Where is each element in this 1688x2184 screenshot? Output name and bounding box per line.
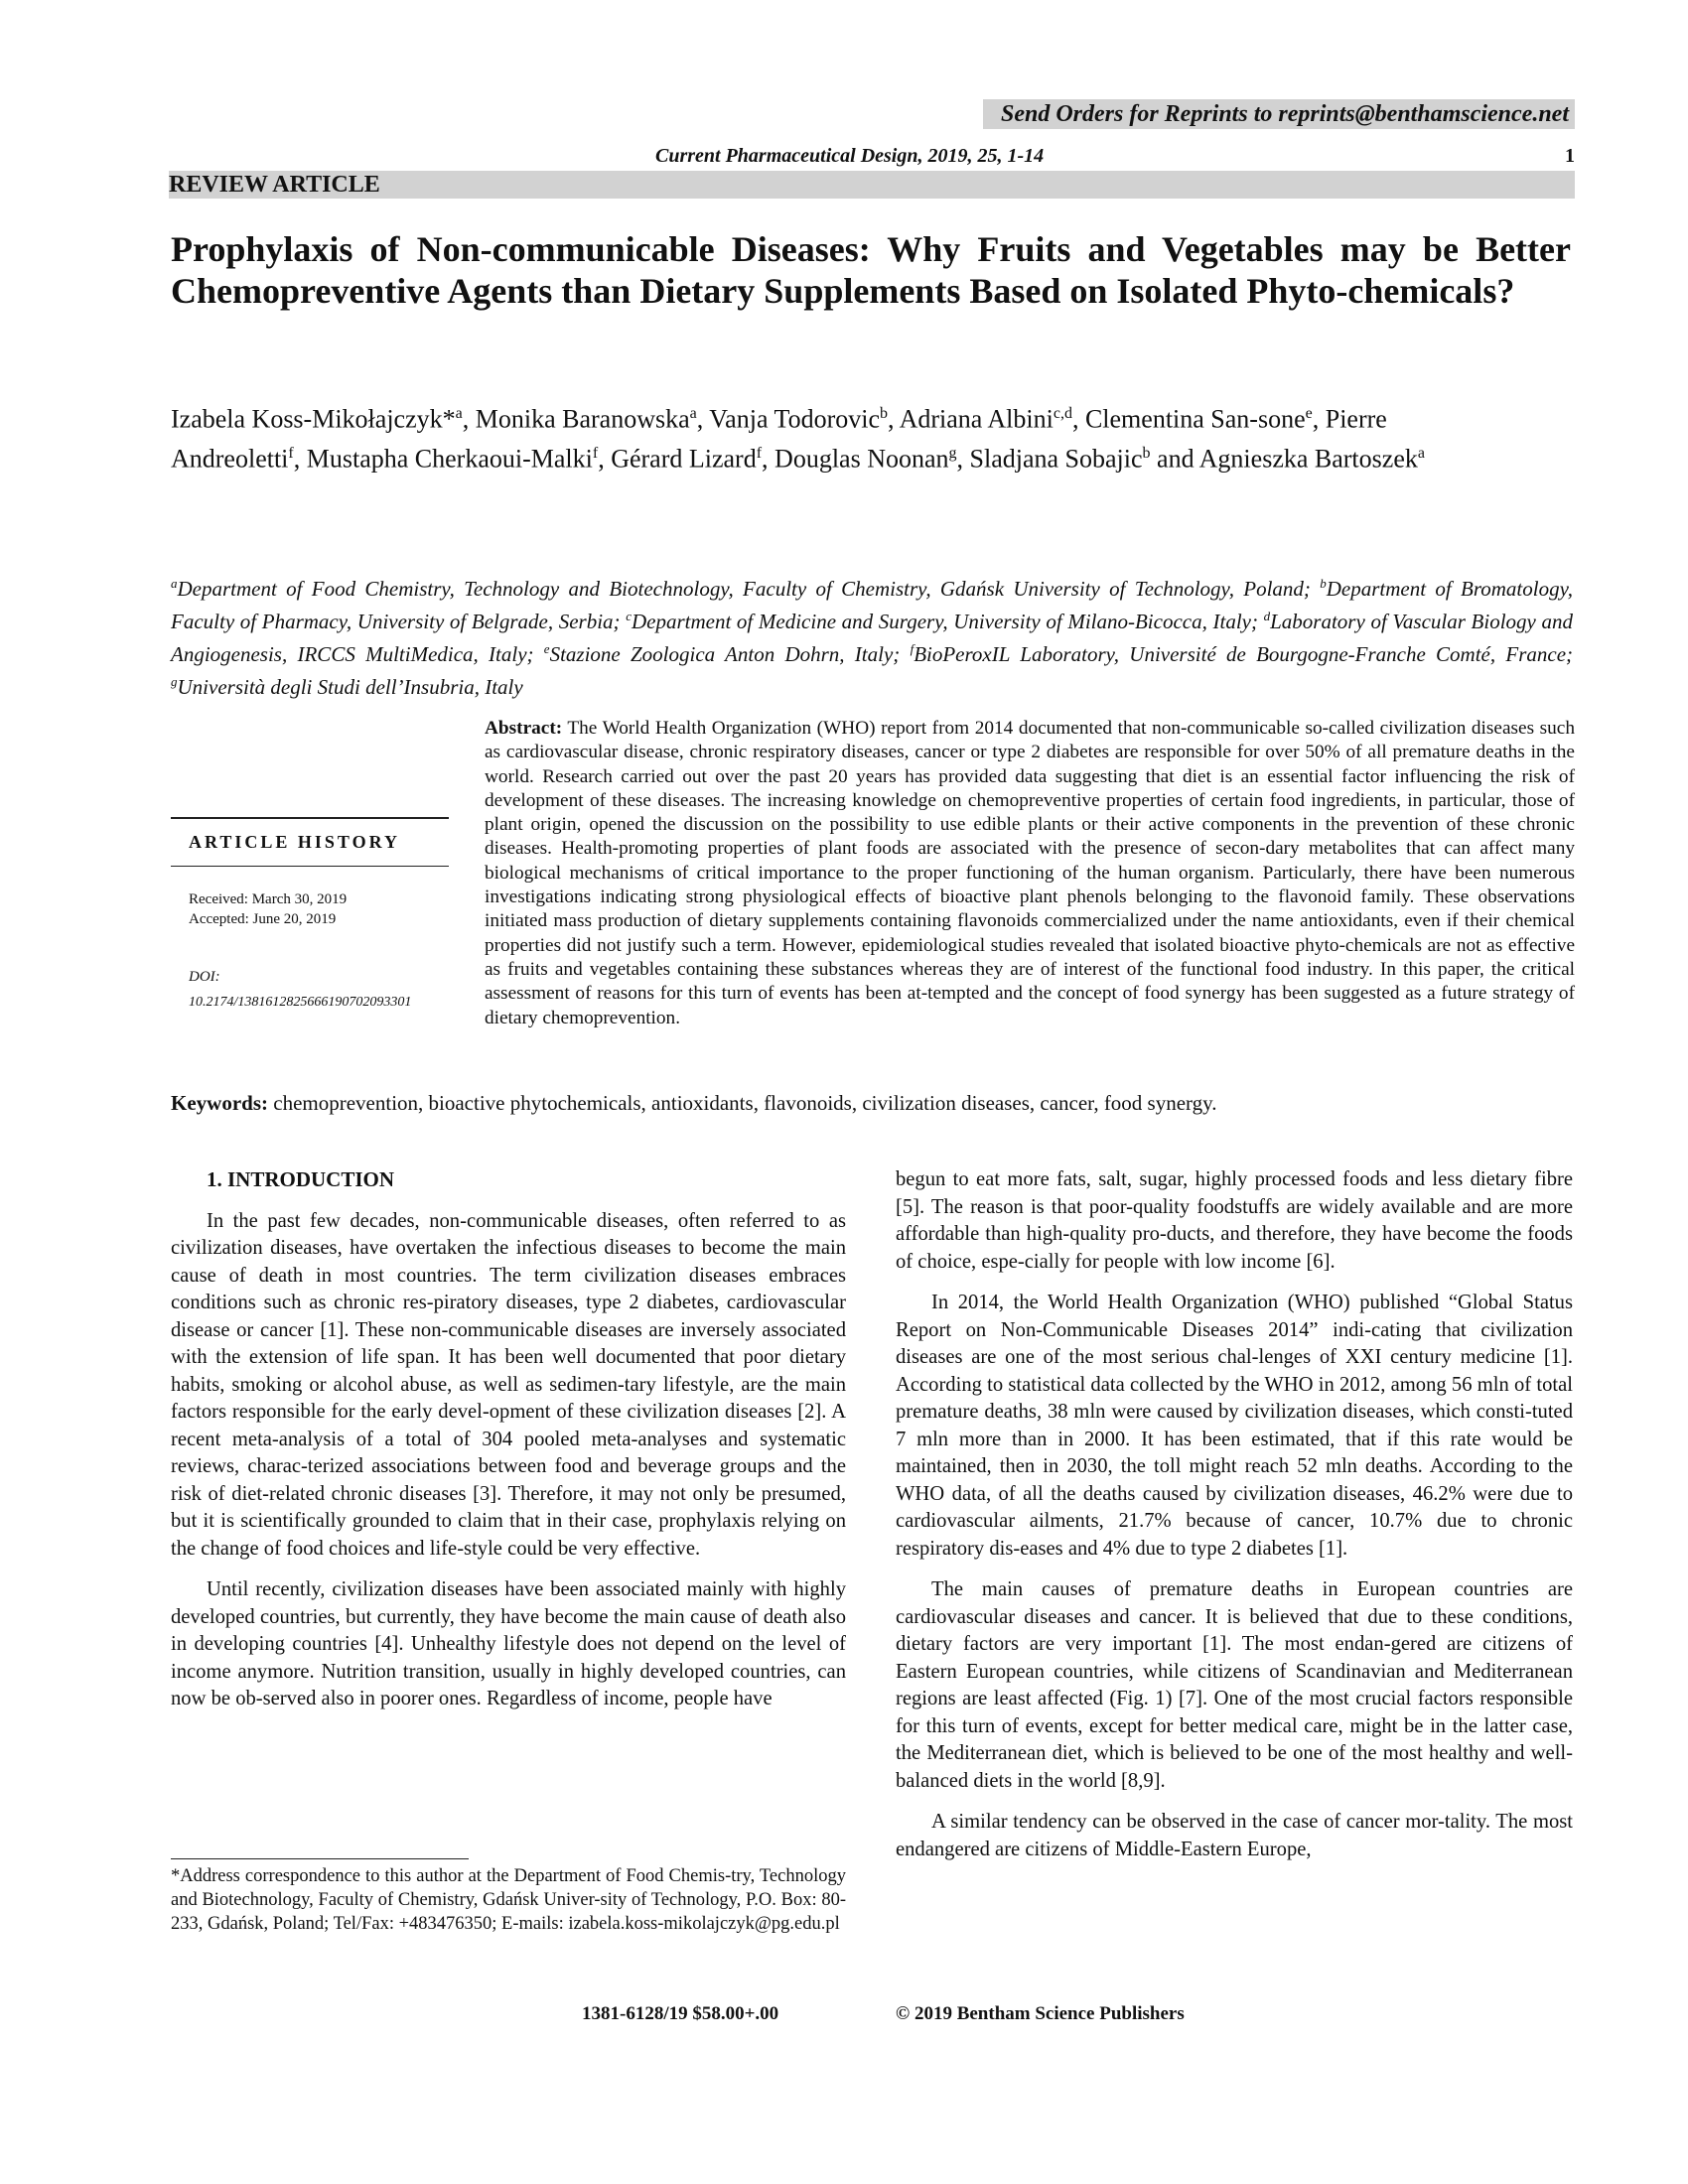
- affiliations: [171, 570, 1573, 701]
- section-heading-introduction: 1. INTRODUCTION: [207, 1167, 395, 1191]
- right-column: [896, 1166, 1573, 1877]
- affiliation-text: Università degli Studi dell’Insubria, Italy: [177, 675, 523, 699]
- author-name: Monika Baranowska: [475, 404, 690, 434]
- keywords: [171, 1090, 1575, 1116]
- author-list: Izabela Koss-Mikołajczyk*$^a$, Monika Baranowska$^a$, Vanja Todorovic$^b$, Adriana Albini$^{c,d}$, Clementina San-sone$^e$, Pierre Andreoletti$^f$, Mustapha Cherkaoui-Malki$^f$, Gérard Lizard$^f$, Douglas Noonan$^g$, Sladjana Sobajic$^b$ and Agnieszka Bartoszek$^a$: [171, 404, 1425, 474]
- author-affiliation-mark: e: [1305, 405, 1313, 422]
- author-affiliation-mark: f: [288, 444, 294, 462]
- author-affiliation-mark: b: [880, 405, 888, 422]
- journal-header: [169, 145, 1575, 167]
- paragraph: Until recently, civilization diseases have been associated mainly with highly developed countries, but currently, they have become the main cause of death also in developing countries [4]. Unhealthy lifestyle does not depend on the level of income anymore. Nutrition transition, usually in highly developed countries, can now be ob-served also in poorer ones. Regardless of income, people have: [171, 1578, 846, 1709]
- keywords-text: chemoprevention, bioactive phytochemicals, antioxidants, flavonoids, civilization diseases, cancer, food synergy.: [273, 1091, 1217, 1115]
- history-rule-top: [171, 817, 449, 819]
- affiliation-text: Department of Bromatology, Faculty of Pharmacy, University of Belgrade, Serbia;: [171, 577, 1574, 633]
- author-name: Izabela Koss-Mikołajczyk*: [171, 404, 456, 434]
- author-name: Adriana Albini: [899, 404, 1054, 434]
- affiliation-mark: c: [626, 609, 632, 623]
- copyright: © 2019 Bentham Science Publishers: [896, 2003, 1185, 2024]
- affiliation-text: Laboratory of Vascular Biology and Angiogenesis, IRCCS MultiMedica, Italy;: [171, 610, 1574, 666]
- author-affiliation-mark: a: [689, 405, 697, 422]
- affiliation-text: Stazione Zoologica Anton Dohrn, Italy;: [549, 642, 901, 666]
- paragraph: The main causes of premature deaths in European countries are cardiovascular diseases and cancer. It is believed that due to these conditions, dietary factors are very important [1]. The most endan-gered are citizens of Eastern European countries, while citizens of Scandinavian and Mediterranean regions are least affected (Fig. 1) [7]. One of the most crucial factors responsible for this turn of events, except for better medical care, might be in the latter case, the Mediterranean diet, which is believed to be one of the most healthy and well-balanced diets in the world [8,9].: [896, 1578, 1573, 1792]
- author-affiliation-mark: g: [948, 444, 957, 462]
- author-affiliation-mark: f: [592, 444, 599, 462]
- affiliation-mark: d: [1263, 609, 1271, 623]
- doi-link[interactable]: 10.2174/1381612825666190702093301: [189, 995, 412, 1010]
- paragraph: In the past few decades, non-communicable diseases, often referred to as civilization diseases, have overtaken the infectious diseases to become the main cause of death in most countries. The term civilization diseases embraces conditions such as chronic res-piratory diseases, type 2 diabetes, cardiovascular disease or cancer [1]. These non-communicable diseases are inversely associated with the extension of life span. It has been well documented that poor dietary habits, smoking or alcohol abuse, as well as sedimen-tary lifestyle, are the main factors responsible for the early devel-opment of these civilization diseases [2]. A recent meta-analysis of a total of 304 pooled meta-analyses and systematic reviews, charac-terized associations between food and beverage groups and the risk of diet-related chronic diseases [3]. Therefore, it may not only be presumed, but it is scientifically grounded to claim that in their case, prophylaxis relying on the change of food choices and life-style could be very effective.: [171, 1209, 846, 1560]
- affiliation-mark: f: [910, 641, 914, 656]
- paragraph: A similar tendency can be observed in the case of cancer mor-tality. The most endangered are citizens of Middle-Eastern Europe,: [896, 1811, 1573, 1860]
- author-affiliation-mark: a: [455, 405, 463, 422]
- footnote-rule: [171, 1858, 469, 1859]
- author-name: Vanja Todorovic: [709, 404, 880, 434]
- abstract: [485, 717, 1575, 1030]
- affiliation-text: BioPeroxIL Laboratory, Université de Bourgogne-Franche Comté, France;: [914, 642, 1574, 666]
- reprints-banner: Send Orders for Reprints to reprints@benthamscience.net: [983, 99, 1575, 129]
- issn-price: 1381-6128/19 $58.00+.00: [582, 2003, 779, 2024]
- affiliation-mark: b: [1320, 576, 1327, 591]
- page-number: 1: [1565, 145, 1575, 167]
- correspondence-footnote: *Address correspondence to this author at the Department of Food Chemis-try, Technology and Biotechnology, Faculty of Chemistry, Gdańsk Univer-sity of Technology, P.O. Box: 80-233, Gdańsk, Poland; Tel/Fax: +483476350; E-mails: izabela.koss-mikolajczyk@pg.edu.pl: [171, 1866, 846, 1934]
- article-title: Prophylaxis of Non-communicable Diseases: Why Fruits and Vegetables may be Better Chemopreventive Agents than Dietary Supplements Based on Isolated Phyto-chemicals?: [171, 229, 1571, 311]
- affiliation-text: Department of Medicine and Surgery, University of Milano-Bicocca, Italy;: [631, 610, 1258, 633]
- received-date: Received: March 30, 2019: [189, 891, 348, 907]
- author-name: Sladjana Sobajic: [969, 444, 1143, 474]
- history-rule-bottom: [171, 866, 449, 867]
- affiliation-mark: a: [171, 576, 178, 591]
- author-name: Clementina San-sone: [1084, 404, 1306, 434]
- article-history-heading: ARTICLE HISTORY: [189, 832, 400, 852]
- affiliation-mark: e: [543, 641, 550, 656]
- author-affiliation-mark: c,d: [1053, 405, 1072, 422]
- journal-citation: Current Pharmaceutical Design, 2019, 25, 1-14: [655, 145, 1045, 167]
- paragraph: begun to eat more fats, salt, sugar, highly processed foods and less dietary fibre [5]. The reason is that poor-quality foodstuffs are widely available and are more affordable than high-quality pro-ducts, and therefore, they have become the foods of choice, espe-cially for people with low income [6].: [896, 1168, 1573, 1273]
- author-affiliation-mark: b: [1142, 444, 1151, 462]
- article-type-bar: REVIEW ARTICLE: [169, 171, 1575, 199]
- abstract-label: Abstract:: [485, 718, 563, 739]
- author-name: Douglas Noonan: [774, 444, 949, 474]
- paragraph: In 2014, the World Health Organization (WHO) published “Global Status Report on Non-Communicable Diseases 2014” indi-cating that civilization diseases are one of the most serious chal-lenges of XXI century medicine [1]. According to statistical data collected by the WHO in 2012, among 56 mln of total premature deaths, 38 mln were caused by civilization diseases, which consti-tuted 7 mln more than in 2000. It has been estimated, that if this rate would be maintained, then in 2030, the toll might reach 52 mln deaths. According to the WHO data, of all the deaths caused by civilization diseases, 46.2% were due to cardiovascular ailments, 21.7% because of cancer, 10.7% due to chronic respiratory dis-eases and 4% due to type 2 diabetes [1].: [896, 1292, 1573, 1560]
- author-affiliation-mark: f: [756, 444, 763, 462]
- author-name: Pierre Andreoletti: [171, 404, 1387, 474]
- left-column: [171, 1166, 846, 1727]
- keywords-label: Keywords:: [171, 1091, 268, 1115]
- affiliation-mark: g: [171, 674, 178, 689]
- affiliation-text: Department of Food Chemistry, Technology and Biotechnology, Faculty of Chemistry, Gdańsk University of Technology, Poland;: [177, 577, 1311, 601]
- accepted-date: Accepted: June 20, 2019: [189, 911, 337, 927]
- abstract-text: The World Health Organization (WHO) report from 2014 documented that non-communicable so-called civilization diseases such as cardiovascular disease, chronic respiratory diseases, cancer or type 2 diabetes are responsible for over 50% of all premature deaths in the world. Research carried out over the past 20 years has provided data suggesting that diet is an essential factor influencing the risk of development of these diseases. The increasing knowledge on chemopreventive properties of certain food ingredients, in particular, those of plant origin, opened the discussion on the possibility to use edible plants or their active components in the prevention of these chronic diseases. Health-promoting properties of plant foods are associated with the presence of secon-dary metabolites that can affect many biological mechanisms of critical importance to the proper functioning of the human organism. Particularly, there have been numerous investigations indicating strong physiological effects of bioactive plant phenols belonging to the flavonoid family. These observations initiated mass production of dietary supplements containing flavonoids commercialized under the name antioxidants, even if their chemical properties did not justify such a term. However, epidemiological studies revealed that isolated bioactive phyto-chemicals are not as effective as fruits and vegetables containing these substances whereas they are of interest of the functional food industry. In this paper, the critical assessment of reasons for this turn of events has been at-tempted and the concept of food synergy has been suggested as a future strategy of dietary chemoprevention.: [485, 718, 1575, 1028]
- author-name: Mustapha Cherkaoui-Malki: [306, 444, 593, 474]
- doi-label: DOI:: [189, 969, 220, 985]
- author-name: Gérard Lizard: [611, 444, 757, 474]
- author-name: Agnieszka Bartoszek: [1198, 444, 1418, 474]
- author-affiliation-mark: a: [1417, 444, 1425, 462]
